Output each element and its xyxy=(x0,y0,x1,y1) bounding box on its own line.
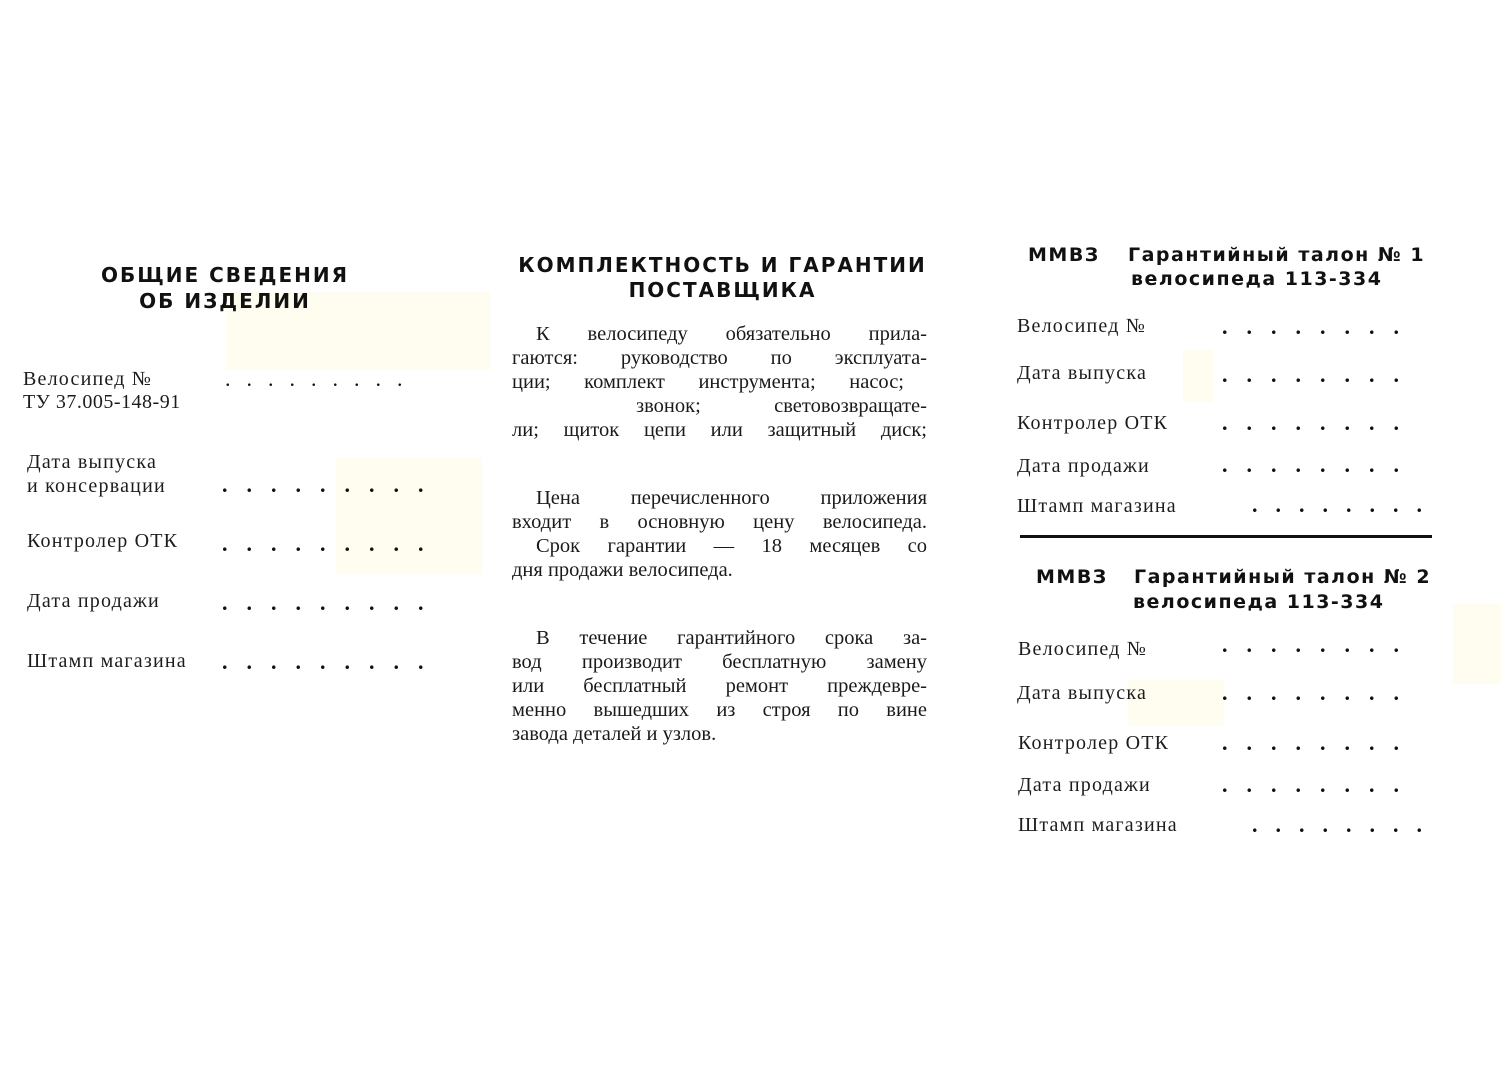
dotted-fill: ........ xyxy=(1252,812,1440,837)
text-line: ции; комплект инструмента; насос; xyxy=(512,371,904,393)
dotted-fill: ........ xyxy=(1222,772,1418,797)
paper-tint xyxy=(1183,350,1213,402)
heading-line: ОБЩИЕ СВЕДЕНИЯ xyxy=(100,263,350,287)
text-line: входит в основную цену велосипеда. xyxy=(512,511,927,533)
sale-date-label: Дата продажи xyxy=(27,590,160,612)
paper-tint xyxy=(1453,604,1501,684)
ticket-separator-line xyxy=(1020,535,1432,538)
text-line: дня продажи велосипеда. xyxy=(512,559,733,581)
dotted-fill: ......... xyxy=(222,649,443,674)
dotted-fill: ........ xyxy=(1222,730,1418,755)
ticket-sale-date-label: Дата продажи xyxy=(1017,455,1150,477)
dotted-fill: ........ xyxy=(1222,680,1418,705)
text-line: завода деталей и узлов. xyxy=(512,723,717,745)
dotted-fill: ........ xyxy=(1222,452,1418,477)
dotted-fill: ........ xyxy=(1222,632,1418,657)
ticket-bike-number-label: Велосипед № xyxy=(1018,638,1148,660)
bike-number-label: Велосипед № xyxy=(23,368,153,390)
dotted-fill: ........ xyxy=(1222,314,1418,339)
text-line: Цена перечисленного приложения xyxy=(536,487,927,509)
ticket-maker: ММВЗ xyxy=(1028,244,1100,266)
shop-stamp-label: Штамп магазина xyxy=(27,650,187,672)
text-line: ли; щиток цепи или защитный диск; xyxy=(512,419,927,441)
dotted-fill: ........ xyxy=(1252,492,1440,517)
ticket-otk-controller-label: Контролер ОТК xyxy=(1017,412,1169,434)
heading-line: КОМПЛЕКТНОСТЬ И ГАРАНТИИ xyxy=(518,253,927,277)
dotted-fill: ........ xyxy=(1222,410,1418,435)
dotted-fill: ........ xyxy=(1222,362,1418,387)
ticket-subtitle: велосипеда 113-334 xyxy=(1133,591,1385,613)
ticket-bike-number-label: Велосипед № xyxy=(1017,315,1147,337)
ticket-title: Гарантийный талон № 2 xyxy=(1134,566,1432,588)
heading-line: ПОСТАВЩИКА xyxy=(628,278,817,302)
heading-line: ОБ ИЗДЕЛИИ xyxy=(139,289,311,313)
dotted-fill: ......... xyxy=(225,366,419,391)
ticket-maker: ММВЗ xyxy=(1036,566,1108,588)
ticket-otk-controller-label: Контролер ОТК xyxy=(1018,732,1170,754)
price-term-paragraph xyxy=(512,486,927,582)
dotted-fill: ......... xyxy=(222,531,443,556)
text-line: гаются: руководство по эксплуата- xyxy=(512,347,927,369)
release-line: Дата выпуска xyxy=(27,451,158,473)
text-line: менно вышедших из строя по вине xyxy=(512,699,927,721)
text-line: вод производит бесплатную замену xyxy=(512,651,927,673)
ticket-title: Гарантийный талон № 1 xyxy=(1128,244,1426,266)
text-line: звонок; световозвращате- xyxy=(636,395,927,417)
text-line: К велосипеду обязательно прила- xyxy=(536,323,927,345)
dotted-fill: ......... xyxy=(222,472,443,497)
ticket-shop-stamp-label: Штамп магазина xyxy=(1018,814,1178,836)
release-date-label xyxy=(27,450,166,498)
otk-controller-label: Контролер ОТК xyxy=(27,530,179,552)
release-line: и консервации xyxy=(27,475,166,497)
tu-standard: ТУ 37.005-148-91 xyxy=(23,391,181,413)
text-line: или бесплатный ремонт преждевре- xyxy=(512,675,927,697)
ticket-release-date-label: Дата выпуска xyxy=(1017,682,1148,704)
repair-paragraph xyxy=(512,626,927,746)
ticket-release-date-label: Дата выпуска xyxy=(1017,362,1148,384)
completeness-heading xyxy=(505,253,940,303)
included-items-paragraph xyxy=(512,322,927,442)
ticket-subtitle: велосипеда 113-334 xyxy=(1131,268,1383,290)
text-line: Срок гарантии — 18 месяцев со xyxy=(536,535,927,557)
general-info-heading xyxy=(90,262,360,314)
dotted-fill: ......... xyxy=(222,590,443,615)
text-line: В течение гарантийного срока за- xyxy=(536,627,927,649)
ticket-shop-stamp-label: Штамп магазина xyxy=(1017,495,1177,517)
ticket-sale-date-label: Дата продажи xyxy=(1018,774,1151,796)
